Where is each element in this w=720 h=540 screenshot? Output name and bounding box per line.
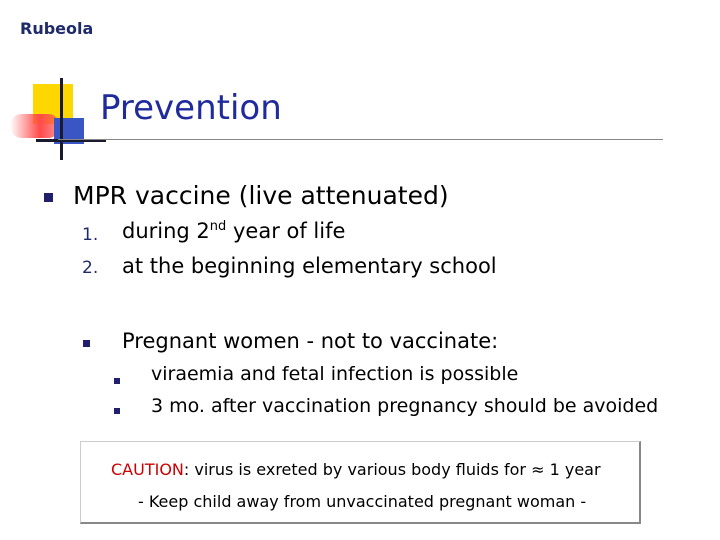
caution-line-2: - Keep child away from unvaccinated pregnant woman - bbox=[138, 492, 587, 511]
bullet-square-icon bbox=[114, 378, 120, 384]
bullet-square-icon bbox=[114, 408, 120, 414]
slide-logo-graphic bbox=[8, 78, 108, 168]
caution-line bbox=[111, 460, 601, 479]
presentation-topic: Rubeola bbox=[20, 19, 94, 38]
list-number: 1. bbox=[82, 225, 99, 245]
list-number: 2. bbox=[82, 258, 99, 278]
caution-text: : virus is exreted by various body fluids for ≈ 1 year bbox=[183, 460, 601, 479]
list-item-text-part: year of life bbox=[226, 219, 346, 243]
title-divider bbox=[58, 139, 663, 140]
sub-bullet-text: viraemia and fetal infection is possible bbox=[151, 363, 519, 385]
slide-title: Prevention bbox=[100, 88, 282, 128]
bullet-square-icon bbox=[44, 193, 53, 202]
main-bullet-text: MPR vaccine (live attenuated) bbox=[73, 181, 449, 210]
bullet-square-icon bbox=[83, 340, 90, 347]
list-item-text bbox=[122, 219, 345, 243]
list-item-text: at the beginning elementary school bbox=[122, 254, 497, 278]
logo-vertical-line bbox=[60, 78, 63, 160]
list-item-superscript: nd bbox=[209, 219, 227, 234]
caution-label: CAUTION bbox=[111, 460, 184, 479]
pregnant-bullet-text: Pregnant women - not to vaccinate: bbox=[122, 329, 499, 353]
logo-red-bar bbox=[10, 114, 60, 138]
caution-box bbox=[80, 441, 641, 524]
list-item-text-part: during 2 bbox=[122, 219, 210, 243]
sub-bullet-text: 3 mo. after vaccination pregnancy should be avoided bbox=[151, 395, 659, 417]
